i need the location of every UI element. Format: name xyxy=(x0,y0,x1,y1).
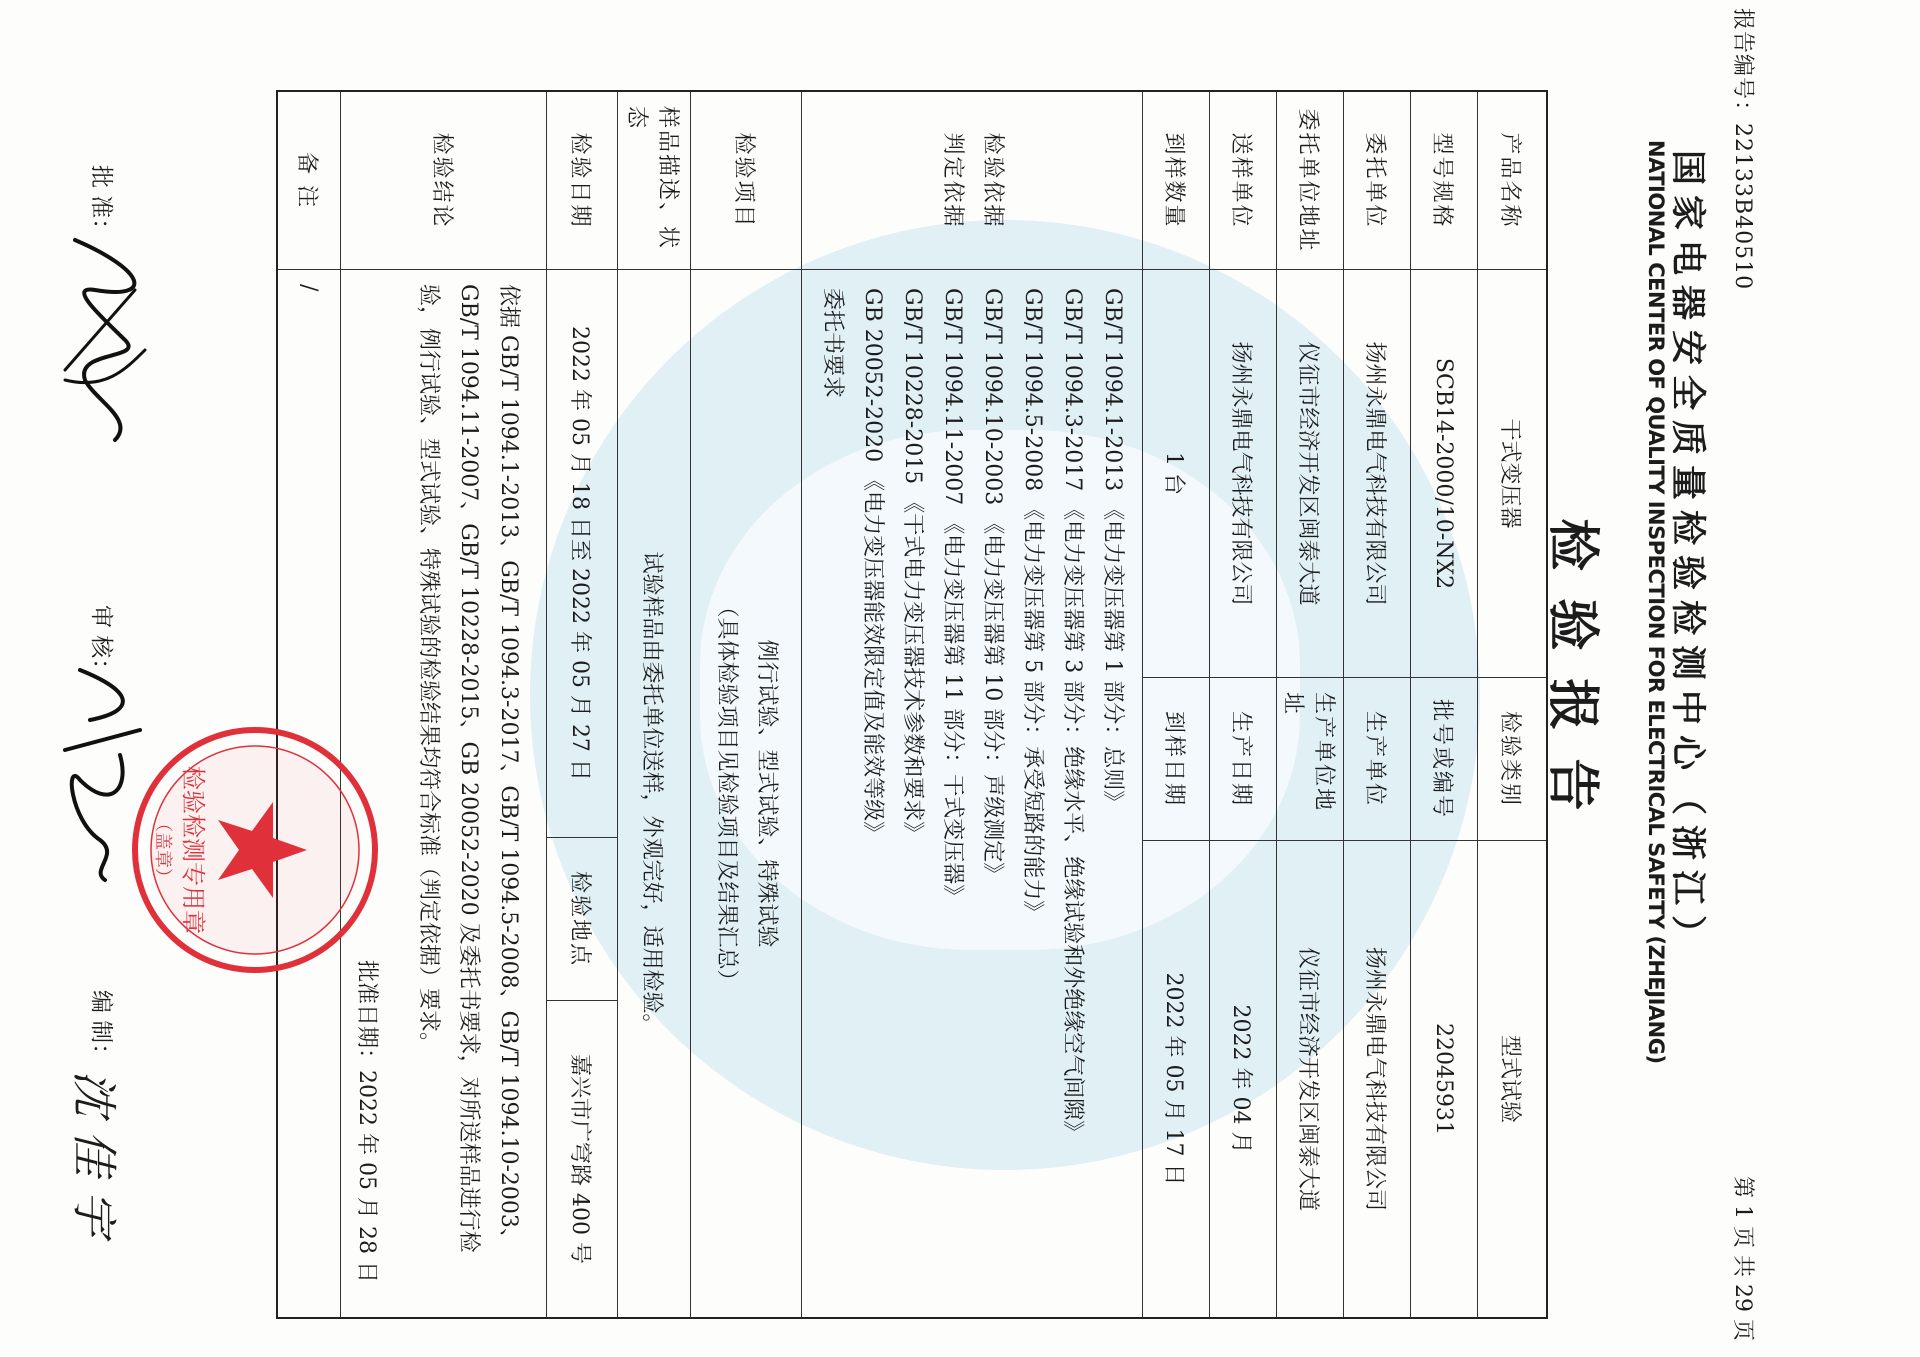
basis-item: GB/T 10228-2015 《干式电力变压器技术参数和要求》 xyxy=(900,288,925,844)
arrival-date: 2022 年 05 月 17 日 xyxy=(1161,972,1187,1186)
basis-label xyxy=(802,92,1142,270)
basis-item: GB/T 1094.10-2003 《电力变压器第 10 部分：声级测定》 xyxy=(980,288,1005,885)
row-remark xyxy=(278,92,340,1317)
product-name: 干式变压器 xyxy=(1478,270,1546,678)
row-sender xyxy=(1209,92,1276,1317)
row-client xyxy=(1343,92,1410,1317)
basis-label-2: 判定依据 xyxy=(940,132,965,229)
items-label: 检验项目 xyxy=(691,92,801,270)
inspection-type-label: 检验类别 xyxy=(1478,678,1546,841)
row-quantity xyxy=(1142,92,1209,1317)
org-name-en: NATIONAL CENTER OF QUALITY INSPECTION FOR ELECTRICAL SAFETY (ZHEJIANG) xyxy=(1644,140,1668,1064)
product-name-label: 产品名称 xyxy=(1478,92,1546,270)
official-seal xyxy=(125,720,385,980)
conclusion-line: GB/T 1094.11-2007、GB/T 10228-2015、GB 20052-2020 及委托书要求，对所送样品进行检 xyxy=(456,284,481,1253)
row-sample xyxy=(617,92,690,1317)
items-line-2: （具体检验项目见检验项目及结果汇总） xyxy=(714,595,739,992)
row-items xyxy=(690,92,801,1317)
row-basis xyxy=(801,92,1142,1317)
conclusion-line: 验，例行试验、型式试验、特殊试验的检验结果均符合标准（判定依据）要求。 xyxy=(416,284,441,1055)
basis-item: GB/T 1094.11-2007 《电力变压器第 11 部分：干式变压器》 xyxy=(940,288,965,907)
production-date-label: 生产日期 xyxy=(1210,678,1276,841)
place: 嘉兴市广穹路 400 号 xyxy=(567,1054,593,1264)
sample-label: 样品描述、状态 xyxy=(618,92,690,270)
sender: 扬州永鼎电气科技有限公司 xyxy=(1210,270,1276,678)
report-title: 检验报告 xyxy=(1542,518,1603,839)
batch-label: 批号或编号 xyxy=(1411,678,1477,841)
sender-label: 送样单位 xyxy=(1210,92,1276,270)
manufacturer-addr-label: 生产单位地址 xyxy=(1277,678,1343,841)
model: SCB14-2000/10-NX2 xyxy=(1411,270,1477,678)
client: 扬州永鼎电气科技有限公司 xyxy=(1344,270,1410,678)
arrival-date-label: 到样日期 xyxy=(1143,678,1209,841)
inspection-type: 型式试验 xyxy=(1497,1034,1523,1123)
row-conclusion xyxy=(340,92,546,1317)
basis-item: GB 20052-2020 《电力变压器能效限定值及能效等级》 xyxy=(860,288,885,844)
reviewer-signature xyxy=(50,660,160,890)
manufacturer-addr: 仪征市经济开发区闽泰大道 xyxy=(1295,946,1321,1211)
remark-label: 备 注 xyxy=(278,92,340,270)
client-addr: 仪征市经济开发区闽泰大道 xyxy=(1277,270,1343,678)
manufacturer: 扬州永鼎电气科技有限公司 xyxy=(1362,946,1388,1211)
row-product xyxy=(1477,92,1546,1317)
org-name-cn: 国家电器安全质量检验检测中心（浙江） xyxy=(1667,150,1708,961)
approve-label: 批 准： xyxy=(88,165,114,242)
date: 2022 年 05 月 18 日至 2022 年 05 月 27 日 xyxy=(547,270,617,838)
quantity: 1 台 xyxy=(1143,270,1209,678)
quantity-label: 到样数量 xyxy=(1143,92,1209,270)
basis-item: GB/T 1094.1-2013 《电力变压器第 1 部分：总则》 xyxy=(1100,288,1125,813)
conclusion-line: 依据 GB/T 1094.1-2013、GB/T 1094.3-2017、GB/T 1094.5-2008、GB/T 1094.10-2003、 xyxy=(496,284,521,1250)
row-address xyxy=(1276,92,1343,1317)
sample: 试验样品由委托单位送样，外观完好，适用检验。 xyxy=(639,551,665,1036)
page-indicator: 第 1 页 共 29 页 xyxy=(1730,1176,1755,1341)
seal-subtext: （盖章） xyxy=(152,814,173,886)
report-number: 报告编号：22133B40510 xyxy=(1730,8,1755,291)
editor-signature: 沈佳宇 xyxy=(67,1070,121,1250)
place-label: 检验地点 xyxy=(547,838,617,1001)
review-label: 审 核： xyxy=(88,605,114,682)
basis-item: GB/T 1094.5-2008 《电力变压器第 5 部分：承受短路的能力》 xyxy=(1020,288,1045,923)
manufacturer-label: 生产单位 xyxy=(1344,678,1410,841)
basis-list xyxy=(802,270,1142,1317)
seal-text: 检验检测专用章 xyxy=(179,766,207,934)
client-addr-label: 委托单位地址 xyxy=(1277,92,1343,270)
basis-item: 委托书要求 xyxy=(820,288,845,399)
items-content xyxy=(691,270,801,1317)
batch: 22045931 xyxy=(1431,1023,1457,1135)
model-label: 型号规格 xyxy=(1411,92,1477,270)
date-label: 检验日期 xyxy=(547,92,617,270)
remark: / xyxy=(296,284,322,292)
approval-date: 批准日期：2022 年 05 月 28 日 xyxy=(354,960,379,1283)
basis-item: GB/T 1094.3-2017 《电力变压器第 3 部分：绝缘水平、绝缘试验和外绝缘空气间隙》 xyxy=(1060,288,1085,1143)
row-model xyxy=(1410,92,1477,1317)
row-date xyxy=(546,92,617,1317)
conclusion-label: 检验结论 xyxy=(341,92,546,270)
client-label: 委托单位 xyxy=(1344,92,1410,270)
edit-label: 编 制： xyxy=(88,990,114,1067)
production-date: 2022 年 04 月 xyxy=(1228,1004,1254,1154)
approver-signature xyxy=(45,230,165,450)
report-table xyxy=(276,90,1548,1319)
basis-label-1: 检验依据 xyxy=(980,132,1005,229)
items-line-1: 例行试验、型式试验、特殊试验 xyxy=(754,639,779,948)
